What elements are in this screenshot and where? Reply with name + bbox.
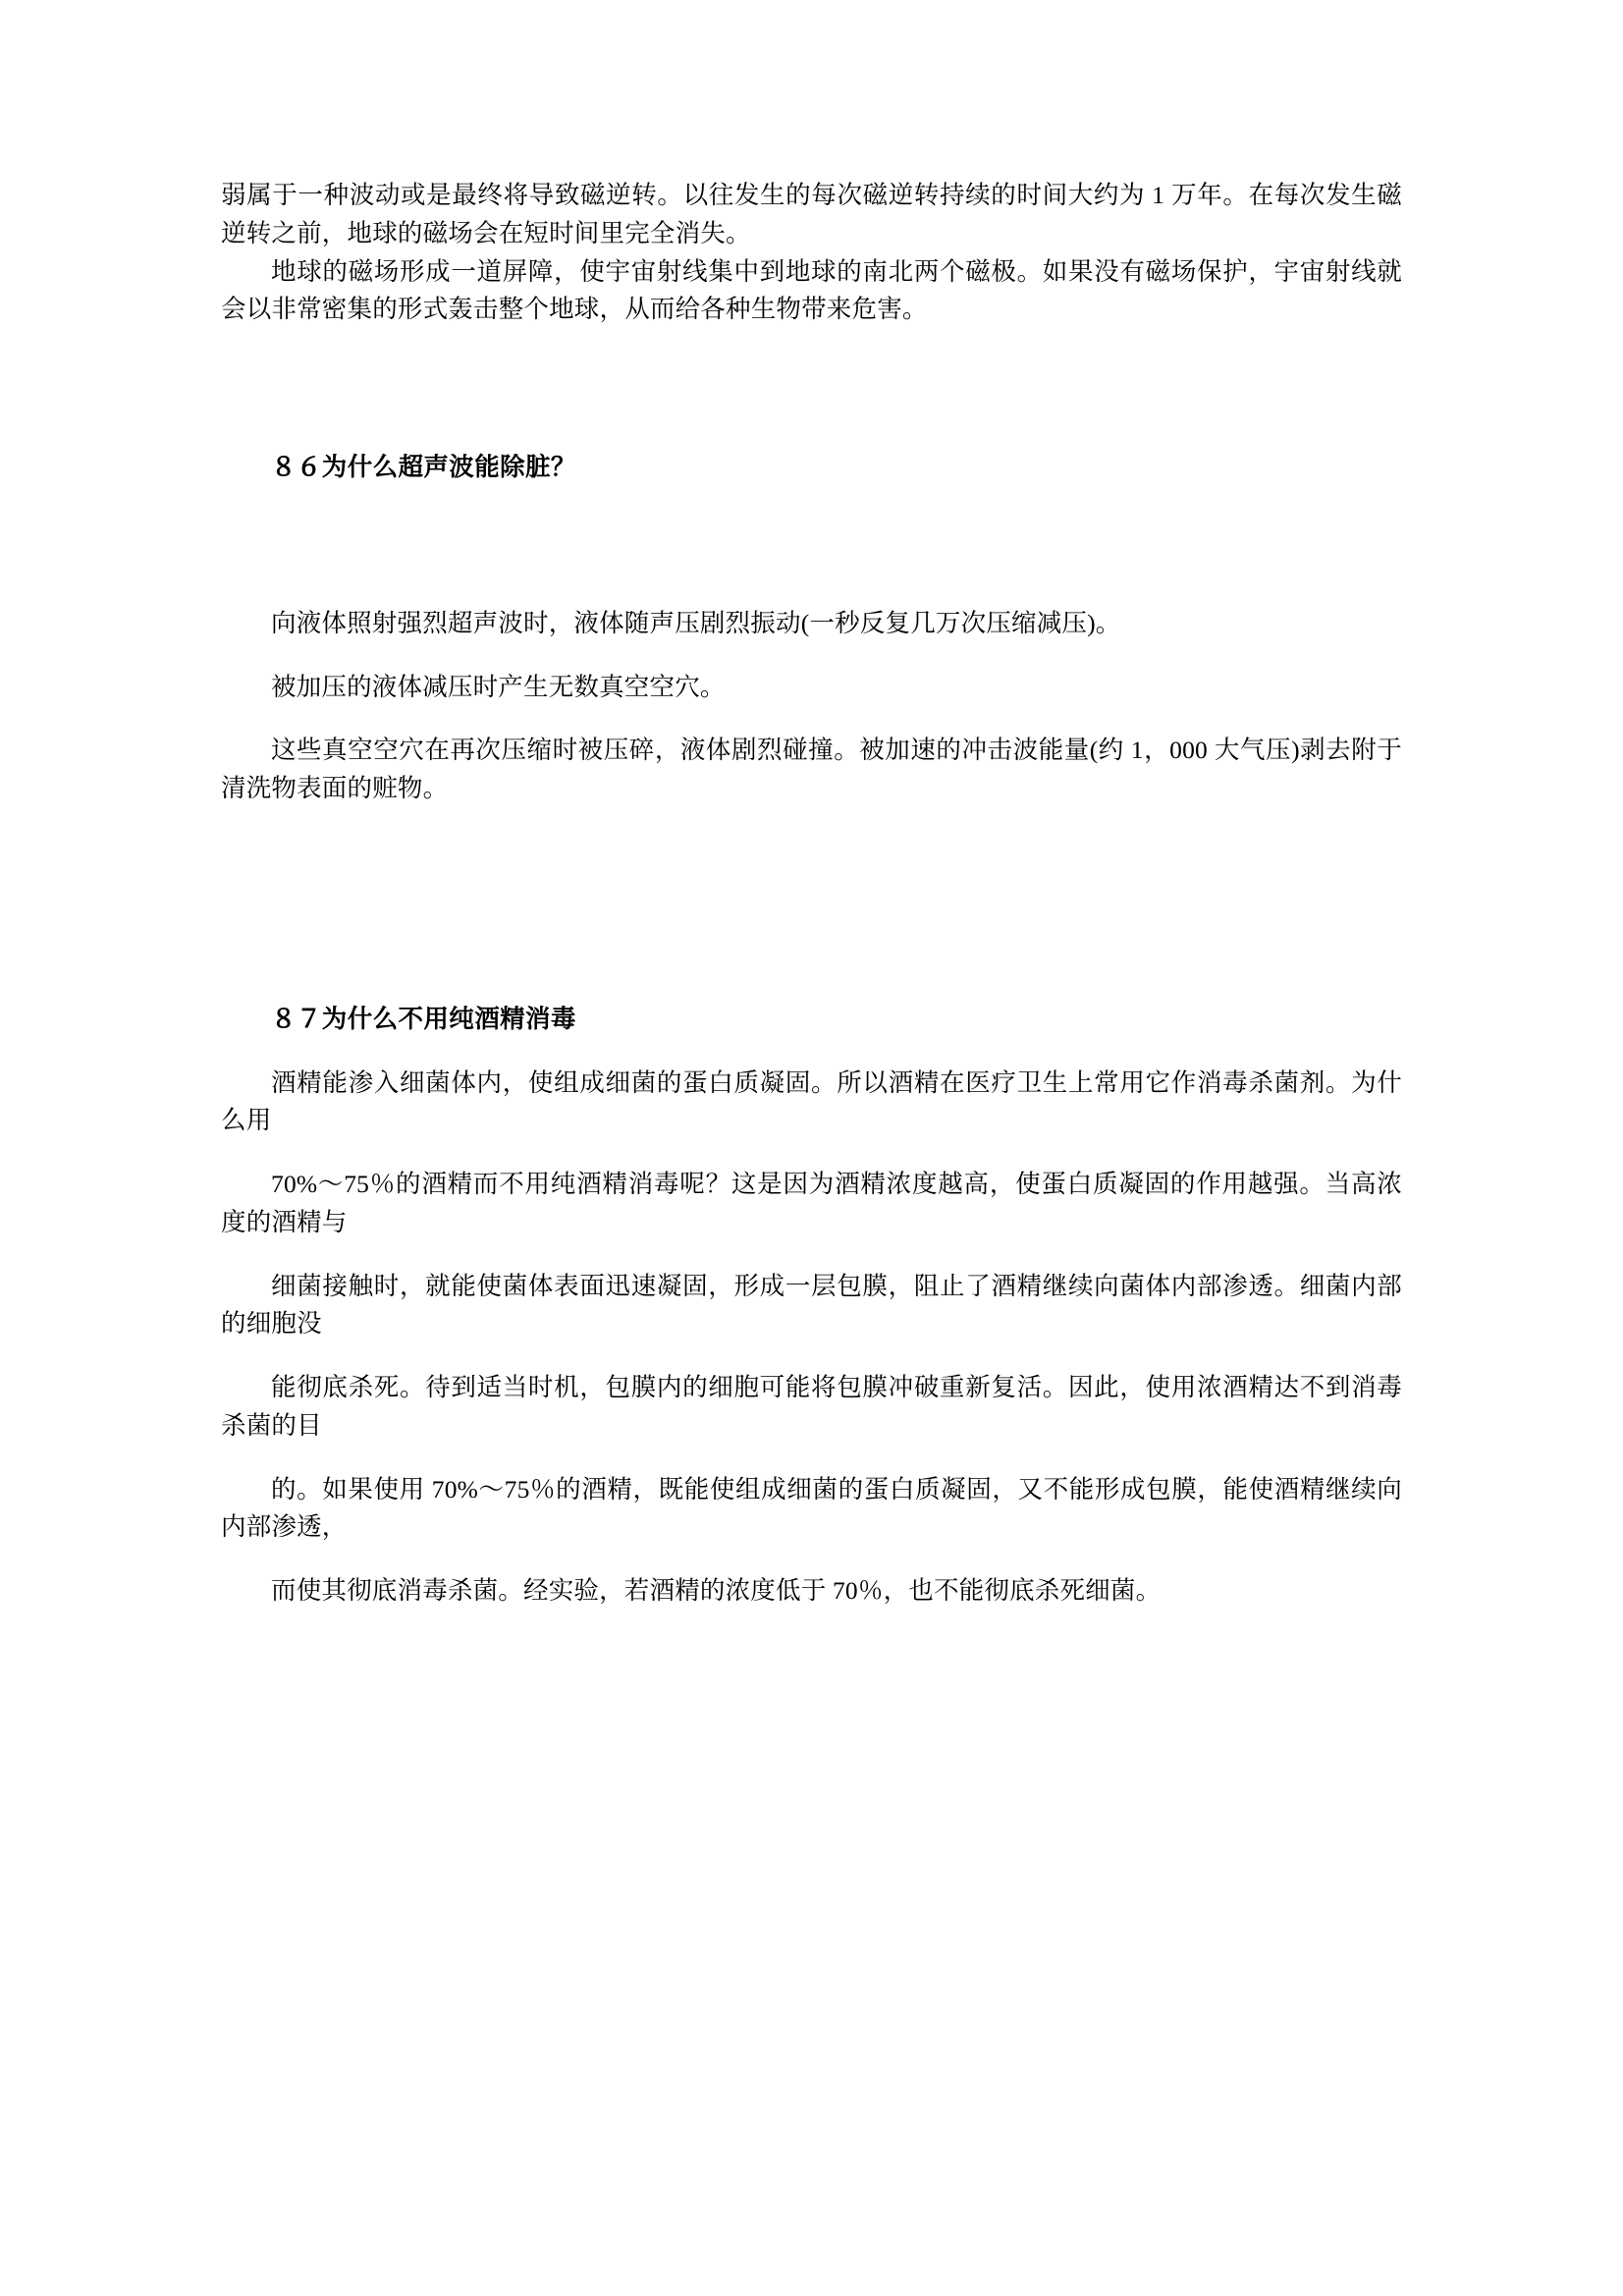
- spacer: [221, 487, 1402, 605]
- paragraph-86-3: 这些真空空穴在再次压缩时被压碎，液体剧烈碰撞。被加速的冲击波能量(约 1，000 大气压)剥去附于清洗物表面的赃物。: [221, 736, 1402, 802]
- paragraph-magnetic-intro: 弱属于一种波动或是最终将导致磁逆转。以往发生的每次磁逆转持续的时间大约为 1 万年。在每次发生磁逆转之前，地球的磁场会在短时间里完全消失。: [221, 181, 1402, 247]
- paragraph-87-4: 能彻底杀死。待到适当时机，包膜内的细胞可能将包膜冲破重新复活。因此，使用浓酒精达不到消毒杀菌的目: [221, 1373, 1402, 1440]
- spacer: [221, 1547, 1402, 1572]
- spacer: [221, 1343, 1402, 1369]
- paragraph-87-3: 细菌接触时，就能使菌体表面迅速凝固，形成一层包膜，阻止了酒精继续向菌体内部渗透。细菌内部的细胞没: [221, 1271, 1402, 1339]
- spacer: [221, 329, 1402, 449]
- spacer: [221, 643, 1402, 669]
- spacer: [221, 1446, 1402, 1471]
- paragraph-87-1: 酒精能渗入细菌体内，使组成细菌的蛋白质凝固。所以酒精在医疗卫生上常用它作消毒杀菌剂。为什么用: [221, 1067, 1402, 1135]
- paragraph-86-1: 向液体照射强烈超声波时，液体随声压剧烈振动(一秒反复几万次压缩减压)。: [271, 608, 1121, 637]
- section-heading-87: ８７为什么不用纯酒精消毒: [271, 1004, 576, 1033]
- paragraph-87-2: 70%～75％的酒精而不用纯酒精消毒呢？这是因为酒精浓度越高，使蛋白质凝固的作用越强。当高浓度的酒精与: [221, 1170, 1402, 1236]
- paragraph-87-5: 的。如果使用 70%～75％的酒精，既能使组成细菌的蛋白质凝固，又不能形成包膜，能使酒精继续向内部渗透，: [221, 1474, 1402, 1542]
- paragraph-86-2: 被加压的液体减压时产生无数真空空穴。: [271, 672, 726, 701]
- spacer: [221, 1242, 1402, 1268]
- spacer: [221, 1140, 1402, 1166]
- spacer: [221, 706, 1402, 732]
- spacer: [221, 1039, 1402, 1065]
- section-heading-86: ８６为什么超声波能除脏？: [271, 453, 576, 481]
- paragraph-magnetic-shield: 地球的磁场形成一道屏障，使宇宙射线集中到地球的南北两个磁极。如果没有磁场保护，宇宙射线就会以非常密集的形式轰击整个地球，从而给各种生物带来危害。: [221, 256, 1402, 324]
- paragraph-87-6: 而使其彻底消毒杀菌。经实验，若酒精的浓度低于 70％，也不能彻底杀死细菌。: [271, 1576, 1162, 1605]
- spacer: [221, 808, 1402, 1001]
